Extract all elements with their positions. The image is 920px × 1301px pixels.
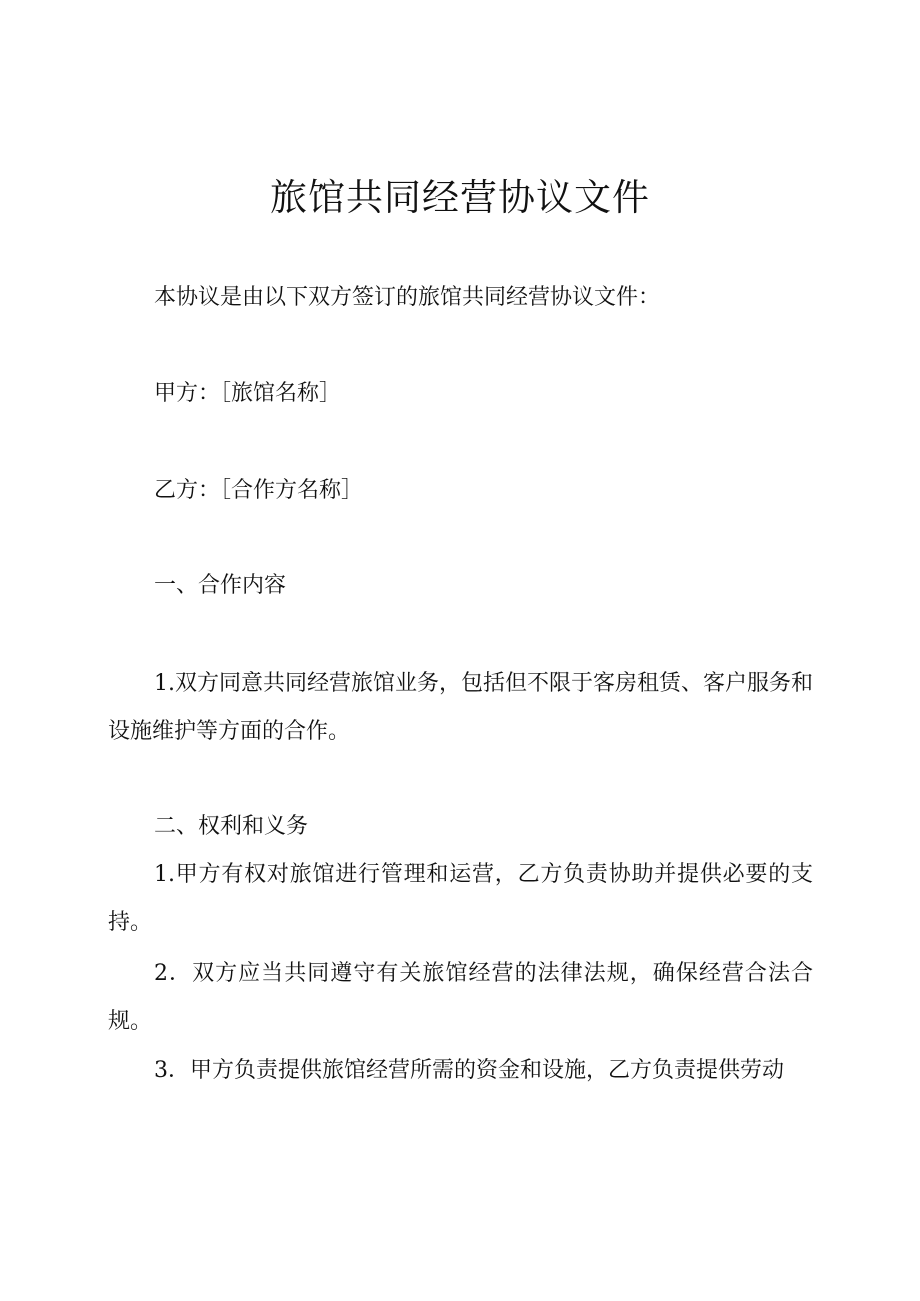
rights-item-2: 2．双方应当共同遵守有关旅馆经营的法律法规，确保经营合法合规。 xyxy=(108,961,813,1034)
intro-text: 本协议是由以下双方签订的旅馆共同经营协议文件： xyxy=(154,285,661,310)
section-heading-cooperation: 一、合作内容 xyxy=(154,573,287,598)
cooperation-item-1: 1.双方同意共同经营旅馆业务，包括但不限于客房租赁、客户服务和设施维护等方面的合作。 xyxy=(108,671,813,744)
party-a-text: 甲方：［旅馆名称］ xyxy=(154,381,342,406)
party-b-text: 乙方：［合作方名称］ xyxy=(154,478,364,503)
rights-item-3: 3．甲方负责提供旅馆经营所需的资金和设施，乙方负责提供劳动 xyxy=(154,1058,784,1083)
rights-item-1: 1.甲方有权对旅馆进行管理和运营，乙方负责协助并提供必要的支持。 xyxy=(108,862,813,935)
section-heading-rights: 二、权利和义务 xyxy=(154,814,309,839)
document-title: 旅馆共同经营协议文件 xyxy=(270,176,650,219)
